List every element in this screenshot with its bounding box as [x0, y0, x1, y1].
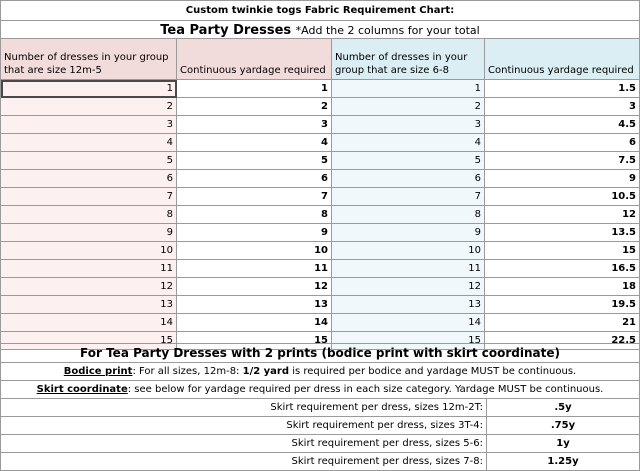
group2-count-cell[interactable]: 14 — [332, 314, 485, 332]
group2-yardage-cell[interactable]: 22.5 — [485, 332, 640, 350]
group2-yardage-cell[interactable]: 12 — [485, 206, 640, 224]
group2-yardage-cell[interactable]: 10.5 — [485, 188, 640, 206]
bodice-text-1: : For all sizes, 12m-8: — [132, 366, 243, 377]
group2-count-cell[interactable]: 1 — [332, 80, 485, 98]
group1-yardage-cell[interactable]: 15 — [177, 332, 332, 350]
bodice-amount: 1/2 yard — [242, 366, 290, 377]
group2-count-cell[interactable]: 11 — [332, 260, 485, 278]
group1-count-cell[interactable]: 12 — [1, 278, 177, 296]
group2-yardage-cell[interactable]: 16.5 — [485, 260, 640, 278]
skirt-row — [1, 417, 640, 435]
skirt-size-value[interactable]: .5y — [487, 399, 640, 417]
table-row — [1, 98, 640, 116]
table-body — [1, 80, 640, 350]
skirt-coordinate-note[interactable] — [1, 381, 640, 399]
header-group1-yardage[interactable]: Continuous yardage required — [177, 39, 332, 80]
group2-yardage-cell[interactable]: 21 — [485, 314, 640, 332]
header-group2-count[interactable]: Number of dresses in your group that are size 6-8 — [332, 39, 485, 80]
chart-title[interactable]: Custom twinkie togs Fabric Requirement Chart: — [1, 1, 640, 21]
group1-yardage-cell[interactable]: 7 — [177, 188, 332, 206]
group2-yardage-cell[interactable]: 9 — [485, 170, 640, 188]
group1-count-cell[interactable]: 10 — [1, 242, 177, 260]
group2-yardage-cell[interactable]: 18 — [485, 278, 640, 296]
table-row — [1, 242, 640, 260]
header-group2-yardage[interactable]: Continuous yardage required — [485, 39, 640, 80]
group1-yardage-cell[interactable]: 14 — [177, 314, 332, 332]
group2-count-cell[interactable]: 9 — [332, 224, 485, 242]
yardage-table — [0, 38, 640, 350]
skirt-size-label[interactable]: Skirt requirement per dress, sizes 7-8: — [1, 453, 487, 471]
group2-count-cell[interactable]: 2 — [332, 98, 485, 116]
table-row — [1, 260, 640, 278]
skirt-size-label[interactable]: Skirt requirement per dress, sizes 5-6: — [1, 435, 487, 453]
group1-count-cell[interactable]: 5 — [1, 152, 177, 170]
group1-yardage-cell[interactable]: 6 — [177, 170, 332, 188]
group2-yardage-cell[interactable]: 4.5 — [485, 116, 640, 134]
skirt-requirements — [1, 399, 640, 471]
skirt-size-value[interactable]: .75y — [487, 417, 640, 435]
group1-count-cell[interactable]: 13 — [1, 296, 177, 314]
title-block — [0, 0, 640, 41]
column-header-row — [1, 39, 640, 80]
skirt-size-label[interactable]: Skirt requirement per dress, sizes 3T-4: — [1, 417, 487, 435]
two-prints-block — [0, 343, 640, 471]
group1-count-cell[interactable]: 8 — [1, 206, 177, 224]
group1-count-cell[interactable]: 15 — [1, 332, 177, 350]
group2-count-cell[interactable]: 8 — [332, 206, 485, 224]
two-prints-title[interactable]: For Tea Party Dresses with 2 prints (bodice print with skirt coordinate) — [1, 344, 640, 363]
table-row — [1, 188, 640, 206]
skirt-row — [1, 435, 640, 453]
table-row — [1, 314, 640, 332]
group1-count-cell[interactable]: 6 — [1, 170, 177, 188]
group2-yardage-cell[interactable]: 15 — [485, 242, 640, 260]
group2-count-cell[interactable]: 15 — [332, 332, 485, 350]
group2-count-cell[interactable]: 4 — [332, 134, 485, 152]
table-row — [1, 296, 640, 314]
skirt-size-value[interactable]: 1.25y — [487, 453, 640, 471]
group2-yardage-cell[interactable]: 13.5 — [485, 224, 640, 242]
group1-count-cell[interactable]: 14 — [1, 314, 177, 332]
group1-yardage-cell[interactable]: 11 — [177, 260, 332, 278]
bodice-print-note[interactable] — [1, 363, 640, 381]
group2-yardage-cell[interactable]: 1.5 — [485, 80, 640, 98]
group1-yardage-cell[interactable]: 5 — [177, 152, 332, 170]
group1-yardage-cell[interactable]: 1 — [177, 80, 332, 98]
group2-count-cell[interactable]: 6 — [332, 170, 485, 188]
group2-yardage-cell[interactable]: 3 — [485, 98, 640, 116]
group2-yardage-cell[interactable]: 7.5 — [485, 152, 640, 170]
group1-count-cell[interactable]: 2 — [1, 98, 177, 116]
group1-count-cell[interactable]: 11 — [1, 260, 177, 278]
table-row — [1, 134, 640, 152]
group1-yardage-cell[interactable]: 13 — [177, 296, 332, 314]
group2-yardage-cell[interactable]: 6 — [485, 134, 640, 152]
group1-count-cell[interactable]: 4 — [1, 134, 177, 152]
skirt-size-label[interactable]: Skirt requirement per dress, sizes 12m-2T: — [1, 399, 487, 417]
group2-count-cell[interactable]: 3 — [332, 116, 485, 134]
header-group1-count[interactable]: Number of dresses in your group that are size 12m-5 — [1, 39, 177, 80]
group2-count-cell[interactable]: 7 — [332, 188, 485, 206]
group1-count-cell[interactable]: 1 — [1, 80, 177, 98]
section-note: *Add the 2 columns for your total — [295, 24, 480, 37]
group2-count-cell[interactable]: 10 — [332, 242, 485, 260]
group1-yardage-cell[interactable]: 2 — [177, 98, 332, 116]
table-row — [1, 80, 640, 98]
skirt-size-value[interactable]: 1y — [487, 435, 640, 453]
group2-yardage-cell[interactable]: 19.5 — [485, 296, 640, 314]
group1-count-cell[interactable]: 3 — [1, 116, 177, 134]
group2-count-cell[interactable]: 5 — [332, 152, 485, 170]
skirt-text: : see below for yardage required per dress in each size category. Yardage MUST be continuous. — [127, 384, 604, 395]
group1-yardage-cell[interactable]: 8 — [177, 206, 332, 224]
group1-yardage-cell[interactable]: 4 — [177, 134, 332, 152]
group1-yardage-cell[interactable]: 9 — [177, 224, 332, 242]
table-row — [1, 116, 640, 134]
section-title: Tea Party Dresses — [160, 23, 292, 38]
table-row — [1, 206, 640, 224]
group2-count-cell[interactable]: 12 — [332, 278, 485, 296]
table-row — [1, 278, 640, 296]
skirt-row — [1, 399, 640, 417]
group2-count-cell[interactable]: 13 — [332, 296, 485, 314]
bodice-label: Bodice print — [63, 366, 133, 377]
table-row — [1, 224, 640, 242]
bodice-text-2: is required per bodice and yardage MUST be continuous. — [289, 366, 577, 377]
skirt-label: Skirt coordinate — [36, 384, 128, 395]
group1-yardage-cell[interactable]: 3 — [177, 116, 332, 134]
table-row — [1, 152, 640, 170]
table-row — [1, 170, 640, 188]
group1-yardage-cell[interactable]: 10 — [177, 242, 332, 260]
group1-count-cell[interactable]: 9 — [1, 224, 177, 242]
group1-count-cell[interactable]: 7 — [1, 188, 177, 206]
group1-yardage-cell[interactable]: 12 — [177, 278, 332, 296]
